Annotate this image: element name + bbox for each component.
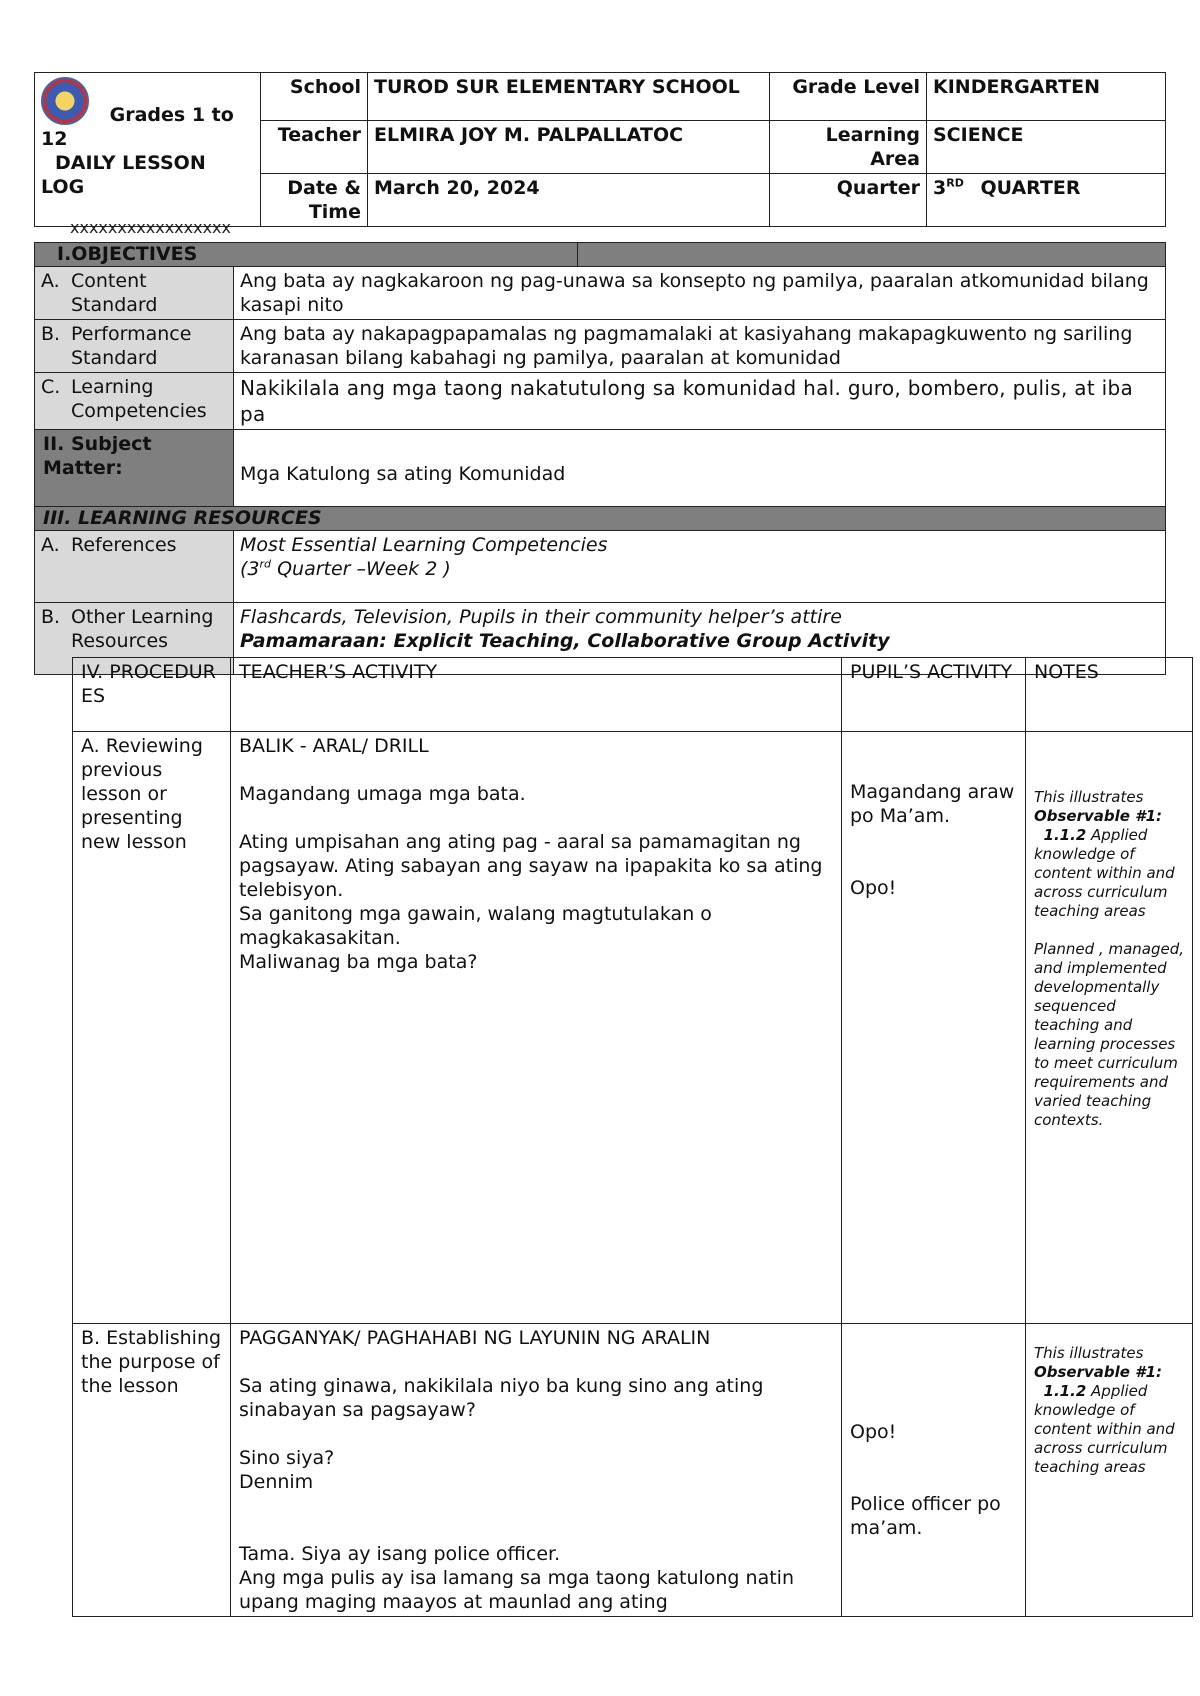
ref-letter: A. xyxy=(41,534,60,556)
a-teacher-line: Sa ganitong mga gawain, walang magtutulakan o magkakasakitan. xyxy=(239,903,712,949)
title-line1: Grades 1 to xyxy=(109,103,234,126)
performance-label-text: Performance Standard xyxy=(71,323,192,369)
quarter-sup: RD xyxy=(946,176,964,190)
placeholder-xline: xxxxxxxxxxxxxxxxx xyxy=(70,218,231,237)
procedure-b-teacher xyxy=(231,1324,842,1617)
quarter-text: QUARTER xyxy=(980,177,1081,199)
content-standard-label xyxy=(35,267,234,320)
b-notes-text: Applied knowledge of content within and across curriculum teaching areas xyxy=(1034,1382,1175,1476)
ref-line1: Most Essential Learning Competencies xyxy=(240,534,608,556)
quarter-label: Quarter xyxy=(770,174,927,227)
objectives-heading-row xyxy=(35,243,1166,267)
grade-value: KINDERGARTEN xyxy=(927,73,1166,121)
quarter-value xyxy=(927,174,1166,227)
school-label: School xyxy=(261,73,368,121)
other-letter: B. xyxy=(41,606,61,628)
b-notes-intro: This illustrates xyxy=(1034,1344,1144,1362)
b-teacher-line: Ang mga pulis ay isa lamang sa mga taong katulong natin upang maging maayos at maunlad ang ating xyxy=(239,1567,794,1613)
area-label: Learning Area xyxy=(770,121,927,174)
a-teacher-line: Maliwanag ba mga bata? xyxy=(239,951,478,973)
b-notes-obs: Observable #1: xyxy=(1034,1363,1163,1381)
b-pupil-line: Police officer po ma’am. xyxy=(850,1493,1001,1539)
school-value: TUROD SUR ELEMENTARY SCHOOL xyxy=(368,73,770,121)
b-teacher-line: Tama. Siya ay isang police officer. xyxy=(239,1543,561,1565)
a-notes-intro: This illustrates xyxy=(1034,788,1144,806)
ref-line2 xyxy=(240,557,1159,581)
procedure-b-pupil xyxy=(842,1324,1026,1617)
a-teacher-line: BALIK - ARAL/ DRILL xyxy=(239,735,429,757)
quarter-num: 3 xyxy=(933,177,947,199)
performance-letter: B. xyxy=(41,323,61,345)
subject-label: II. Subject Matter: xyxy=(35,430,234,507)
other-line1: Flashcards, Television, Pupils in their community helper’s attire xyxy=(240,606,842,628)
objectives-heading: I.OBJECTIVES xyxy=(35,243,578,266)
a-notes-text: Applied knowledge of content within and across curriculum teaching areas xyxy=(1034,826,1175,920)
b-teacher-line: Dennim xyxy=(239,1471,314,1493)
notes-col-header: NOTES xyxy=(1026,658,1193,732)
procedure-b-label: B. Establishing the purpose of the lesson xyxy=(73,1324,231,1617)
b-teacher-line: Sa ating ginawa, nakikilala niyo ba kung sino ang ating sinabayan sa pagsayaw? xyxy=(239,1375,764,1421)
teacher-label: Teacher xyxy=(261,121,368,174)
procedure-a-pupil xyxy=(842,732,1026,1324)
references-value xyxy=(234,531,1166,603)
procedures-table xyxy=(72,657,1193,1617)
procedure-b-notes xyxy=(1026,1324,1193,1617)
competencies-value: Nakikilala ang mga taong nakatutulong sa komunidad hal. guro, bombero, pulis, at iba pa xyxy=(234,373,1166,430)
date-label: Date & Time xyxy=(261,174,368,227)
ref-line2-sup: rd xyxy=(259,557,272,571)
a-teacher-line: Magandang umaga mga bata. xyxy=(239,783,526,805)
performance-standard-label xyxy=(35,320,234,373)
resources-heading: III. LEARNING RESOURCES xyxy=(35,507,1166,531)
b-notes-code: 1.1.2 xyxy=(1043,1382,1087,1400)
a-teacher-line: Ating umpisahan ang ating pag - aaral sa pamamagitan ng pagsayaw. Ating sabayan ang sayaw na ipapakita ko sa ating telebisyon. xyxy=(239,831,823,901)
ref-label-text: References xyxy=(71,534,177,556)
b-teacher-line: Sino siya? xyxy=(239,1447,335,1469)
other-line2: Pamamaraan: Explicit Teaching, Collaborative Group Activity xyxy=(240,630,890,652)
content-standard-value: Ang bata ay nagkakaroon ng pag-unawa sa konsepto ng pamilya, paaralan atkomunidad bilang kasapi nito xyxy=(234,267,1166,320)
ref-line2-b: Quarter –Week 2 ) xyxy=(271,558,451,580)
b-pupil-line: Opo! xyxy=(850,1421,897,1443)
deped-seal-icon xyxy=(41,77,89,125)
a-pupil-line: Magandang araw po Ma’am. xyxy=(850,781,1015,827)
b-teacher-line: PAGGANYAK/ PAGHAHABI NG LAYUNIN NG ARALIN xyxy=(239,1327,711,1349)
a-pupil-line: Opo! xyxy=(850,877,897,899)
competencies-label-text: Learning Competencies xyxy=(71,376,207,422)
procedure-a-label: A. Reviewing previous lesson or presenting new lesson xyxy=(73,732,231,1324)
teacher-value: ELMIRA JOY M. PALPALLATOC xyxy=(368,121,770,174)
grade-label: Grade Level xyxy=(770,73,927,121)
subject-value: Mga Katulong sa ating Komunidad xyxy=(234,430,1166,507)
date-value: March 20, 2024 xyxy=(368,174,770,227)
ref-line2-a: (3 xyxy=(240,558,260,580)
competencies-letter: C. xyxy=(41,376,61,398)
procedures-col-header: IV. PROCEDURES xyxy=(73,658,231,732)
procedure-a-teacher xyxy=(231,732,842,1324)
title-line2: 12 xyxy=(41,127,68,150)
title-line3: DAILY LESSON xyxy=(55,151,206,174)
content-letter: A. xyxy=(41,270,60,292)
pupil-activity-col-header: PUPIL’S ACTIVITY xyxy=(842,658,1026,732)
area-value: SCIENCE xyxy=(927,121,1166,174)
a-notes-code: 1.1.2 xyxy=(1043,826,1087,844)
teacher-activity-col-header: TEACHER’S ACTIVITY xyxy=(231,658,842,732)
other-label-text: Other Learning Resources xyxy=(71,606,214,652)
references-label xyxy=(35,531,234,603)
content-label-text: Content Standard xyxy=(71,270,158,316)
title-cell xyxy=(35,73,261,227)
procedure-a-notes xyxy=(1026,732,1193,1324)
performance-standard-value: Ang bata ay nakapagpapamalas ng pagmamalaki at kasiyahang makapagkuwento ng sariling karanasan bilang kabahagi ng pamilya, paaralan at komunidad xyxy=(234,320,1166,373)
objectives-table xyxy=(34,242,1166,675)
a-notes-obs: Observable #1: xyxy=(1034,807,1163,825)
a-notes-extra: Planned , managed, and implemented developmentally sequenced teaching and learning processes to meet curriculum requirements and varied teaching contexts. xyxy=(1034,940,1185,1129)
title-line4: LOG xyxy=(41,175,85,198)
header-table xyxy=(34,72,1166,227)
competencies-label xyxy=(35,373,234,430)
